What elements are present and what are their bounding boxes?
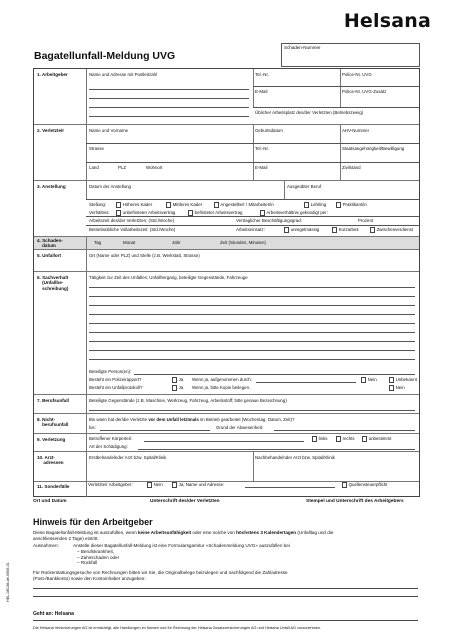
option-befristet[interactable]: befristeter Arbeitsvertrag [186, 210, 242, 216]
field-label: Vertraglicher Beschäftigungsgrad: [236, 218, 302, 223]
field-label: PLZ [118, 165, 127, 170]
schaden-nummer-label: Schaden-Nummer [284, 45, 321, 50]
section-arztadressen [34, 451, 419, 482]
field-label: E-Mail [255, 165, 268, 170]
claim-form [33, 68, 420, 497]
schaden-nummer-field[interactable] [281, 43, 420, 67]
option-angestellte[interactable]: Angestellte/r / Mitarbeiter/in [212, 202, 274, 208]
section-label: 5. Unfallort [37, 253, 61, 258]
option-unregelmaessig[interactable]: unregelmässig [282, 227, 319, 233]
option-rechts[interactable]: rechts [334, 436, 355, 442]
ausnahmen-text: Anstelle dieser Bagatellunfall-Meldung ist eine Formularsgarnitur «Schadenmeldung UVG» auszufüllen bei [73, 543, 290, 548]
section-sachverhalt [34, 271, 419, 395]
field-label: Datum der Anstellung [89, 184, 131, 189]
hinweis-paragraph-2: anschliessenden 2 Tage) eintritt. [33, 535, 99, 541]
stellung-label: Stellung: [89, 202, 107, 207]
signature-verletzte: Unterschrift des/der Verletzten [150, 499, 220, 504]
section-label: 8. Nicht- berufsunfall [37, 417, 69, 428]
section-anstellung [34, 180, 419, 237]
option-protokoll-nein[interactable]: Nein [387, 385, 405, 391]
signature-ort-datum: Ort und Datum [33, 499, 67, 504]
field-label: Staatsangehörigkeit/Bewilligung [342, 146, 405, 151]
option-lehrling[interactable]: Lehrling [302, 202, 326, 208]
field-label: Nachbehandelnder Arzt bzw. Spital/Klinik [255, 455, 335, 460]
helsana-logo: Helsana [343, 10, 431, 32]
section-label: 11. Sonderfälle [37, 484, 70, 489]
option-praktikant[interactable]: Praktikant/in [334, 202, 367, 208]
field-label: Besteht ein Unfallprotokoll? [89, 385, 143, 390]
option-quellensteuer[interactable]: Quellensteuerpflicht [340, 482, 387, 488]
rueckerstattung-text: (Post-/Bankkonto) sowie den Kontoinhaber anzugeben: [33, 575, 146, 581]
field-label: Wohnort [146, 165, 163, 170]
option-polizei-ja[interactable]: Ja [170, 377, 183, 383]
field-label: Üblicher Arbeitsplatz des/der Verletzten (Betriebszweig) [255, 110, 364, 115]
section-label: 3. Anstellung [37, 184, 66, 189]
section-label: 6. Sachverhalt (Unfallbe- schreibung) [37, 275, 69, 291]
field-label: Ausgeübter Beruf [287, 184, 322, 189]
form-code: HEL-08138-de-0906-01 [6, 562, 10, 602]
ausnahme-item: – Rückfall [77, 560, 98, 565]
option-unbestimmt[interactable]: unbestimmt [360, 436, 391, 442]
section-verletzung [34, 433, 419, 452]
section-label: 9. Verletzung [37, 437, 66, 442]
field-label: Land [89, 165, 99, 170]
field-label: Arbeitszeit des/der Verletzten: (Std./Woche) [89, 218, 175, 223]
field-label: Jahr [172, 240, 181, 245]
footer-text: Die Helsana Versicherungen AG ist ermächtigt, alle Handlungen im Namen und für Rechnung der Helsana Zusatzversicherungen AG und Helsana Unfall AG vorzunehmen. [33, 626, 322, 630]
field-label: Zeit (Stunden, Minuten) [220, 240, 266, 245]
signature-arbeitgeber: Stempel und Unterschrift des Arbeitgebers [306, 499, 404, 504]
field-label: Grund der Abwesenheit: [216, 425, 264, 430]
section-arbeitgeber [34, 69, 419, 124]
field-label: Zivilstand [342, 165, 361, 170]
field-label: Tel.-Nr. [255, 146, 269, 151]
field-label: Wenn ja, bitte Kopie beilegen. [192, 385, 251, 390]
section-nichtberufsunfall [34, 413, 419, 434]
option-unbefristet[interactable]: unbefristeter Arbeitsvertrag [114, 210, 175, 216]
option-mittleres-kader[interactable]: Mittleres Kader [164, 202, 202, 208]
field-label: Monat [123, 240, 136, 245]
field-label: Prozent [358, 218, 374, 223]
field-label: AHV-Nummer [342, 128, 370, 133]
field-label: Police-Nr. UVG-Zusatz [342, 89, 387, 94]
field-label: Ort (Name oder PLZ) und Stelle (z.B. Werkstatt, Strasse) [89, 253, 200, 258]
field-label: Name und Vorname [89, 128, 129, 133]
geht-an: Geht an: Helsana [33, 611, 74, 617]
field-label: Name und Adresse mit Postleitzahl [89, 72, 158, 77]
section-label: 2. Verletzte/r [37, 128, 65, 133]
section-label: 10. Arzt- adressen [37, 455, 64, 466]
field-label: Art der Schädigung: [89, 444, 128, 449]
field-label: Police-Nr. UVG [342, 72, 372, 77]
section-label: 4. Schaden- datum [37, 238, 63, 249]
section-schadendatum [34, 236, 419, 250]
option-protokoll-ja[interactable]: Ja [170, 385, 183, 391]
field-label: Betriebsübliche Vollarbeitszeit: (Std./Woche) [89, 227, 176, 232]
field-label: Strasse [89, 146, 104, 151]
hinweis-paragraph-1: Diese Bagatellunfall-Meldung ist auszufüllen, wenn keine Arbeitsunfähigkeit oder eine solche von höchstens 3 Kalendertagen (Unfalltag und die [33, 530, 334, 535]
option-zwischenverdienst[interactable]: Zwischenverdienst [368, 227, 413, 233]
field-label: Beteiligte Person(en): [89, 369, 132, 374]
section-berufsunfall [34, 394, 419, 414]
field-label: Arbeitseinsatz: [236, 227, 265, 232]
option-arbeitgeber-nein[interactable]: Nein [145, 482, 163, 488]
field-label: E-Mail [255, 89, 268, 94]
verhaeltnis-label: Verhältnis: [89, 210, 110, 215]
field-label: Betroffener Körperteil: [89, 436, 132, 441]
field-label: Erstbehandelnder Arzt bzw. Spital/Klinik [89, 455, 167, 460]
field-label: Tag [94, 240, 102, 245]
section-verletzte [34, 124, 419, 181]
field-label: Geburtsdatum [255, 128, 283, 133]
ausnahmen-label: Ausnahmen: [33, 543, 59, 548]
field-label: Wenn ja, aufgenommen durch: [192, 377, 252, 382]
section-label: 7. Berufsunfall [37, 398, 69, 403]
rueckerstattung-text: Für Rückerstattungsgesuche von Rechnungen bitten wir Sie, die Originalbelege beizulegen und nachfolgend die Zahladresse [33, 570, 288, 575]
field-label: Tätigkeit zur Zeit des Unfalles; Unfallhergang, beteiligte Gegenstände, Fahrzeuge [89, 275, 248, 280]
option-links[interactable]: links [310, 436, 327, 442]
field-label: Beteiligte Gegenstände (z.B. Maschine, Werkzeug, Fahrzeug, Arbeitsstoff; bitte genaue Bezeichnung) [89, 398, 287, 403]
field-label: Bis wann hat der/die Verletzte vor dem Unfall letztmals im Betrieb gearbeitet (Wochentag, Datum, Zeit)? [89, 417, 295, 422]
field-label: Besteht ein Polizeirapport? [89, 377, 142, 382]
field-label: bis: [89, 425, 96, 430]
option-polizei-unbekannt[interactable]: Unbekannt [387, 377, 417, 383]
option-polizei-nein[interactable]: Nein [359, 377, 377, 383]
option-kurzarbeit[interactable]: Kurzarbeit [330, 227, 359, 233]
field-label: Tel.-Nr. [255, 72, 269, 77]
section-unfallort [34, 249, 419, 272]
hinweis-heading: Hinweis für den Arbeitgeber [33, 517, 153, 527]
section-label: 1. Arbeitgeber [37, 72, 68, 77]
option-hoeheres-kader[interactable]: Höheres Kader [114, 202, 152, 208]
option-gekuendigt[interactable]: Arbeitsverhältnis gekündigt per: [258, 210, 328, 216]
ausnahme-item: – Zahnschaden oder [77, 554, 120, 560]
field-label: Verletzte/r Arbeitgeber: [88, 482, 133, 487]
option-arbeitgeber-ja[interactable]: Ja, Name und Adresse: [170, 482, 224, 488]
page-title: Bagatellunfall-Meldung UVG [34, 50, 176, 62]
ausnahme-item: – Berufskrankheit, [77, 549, 115, 554]
